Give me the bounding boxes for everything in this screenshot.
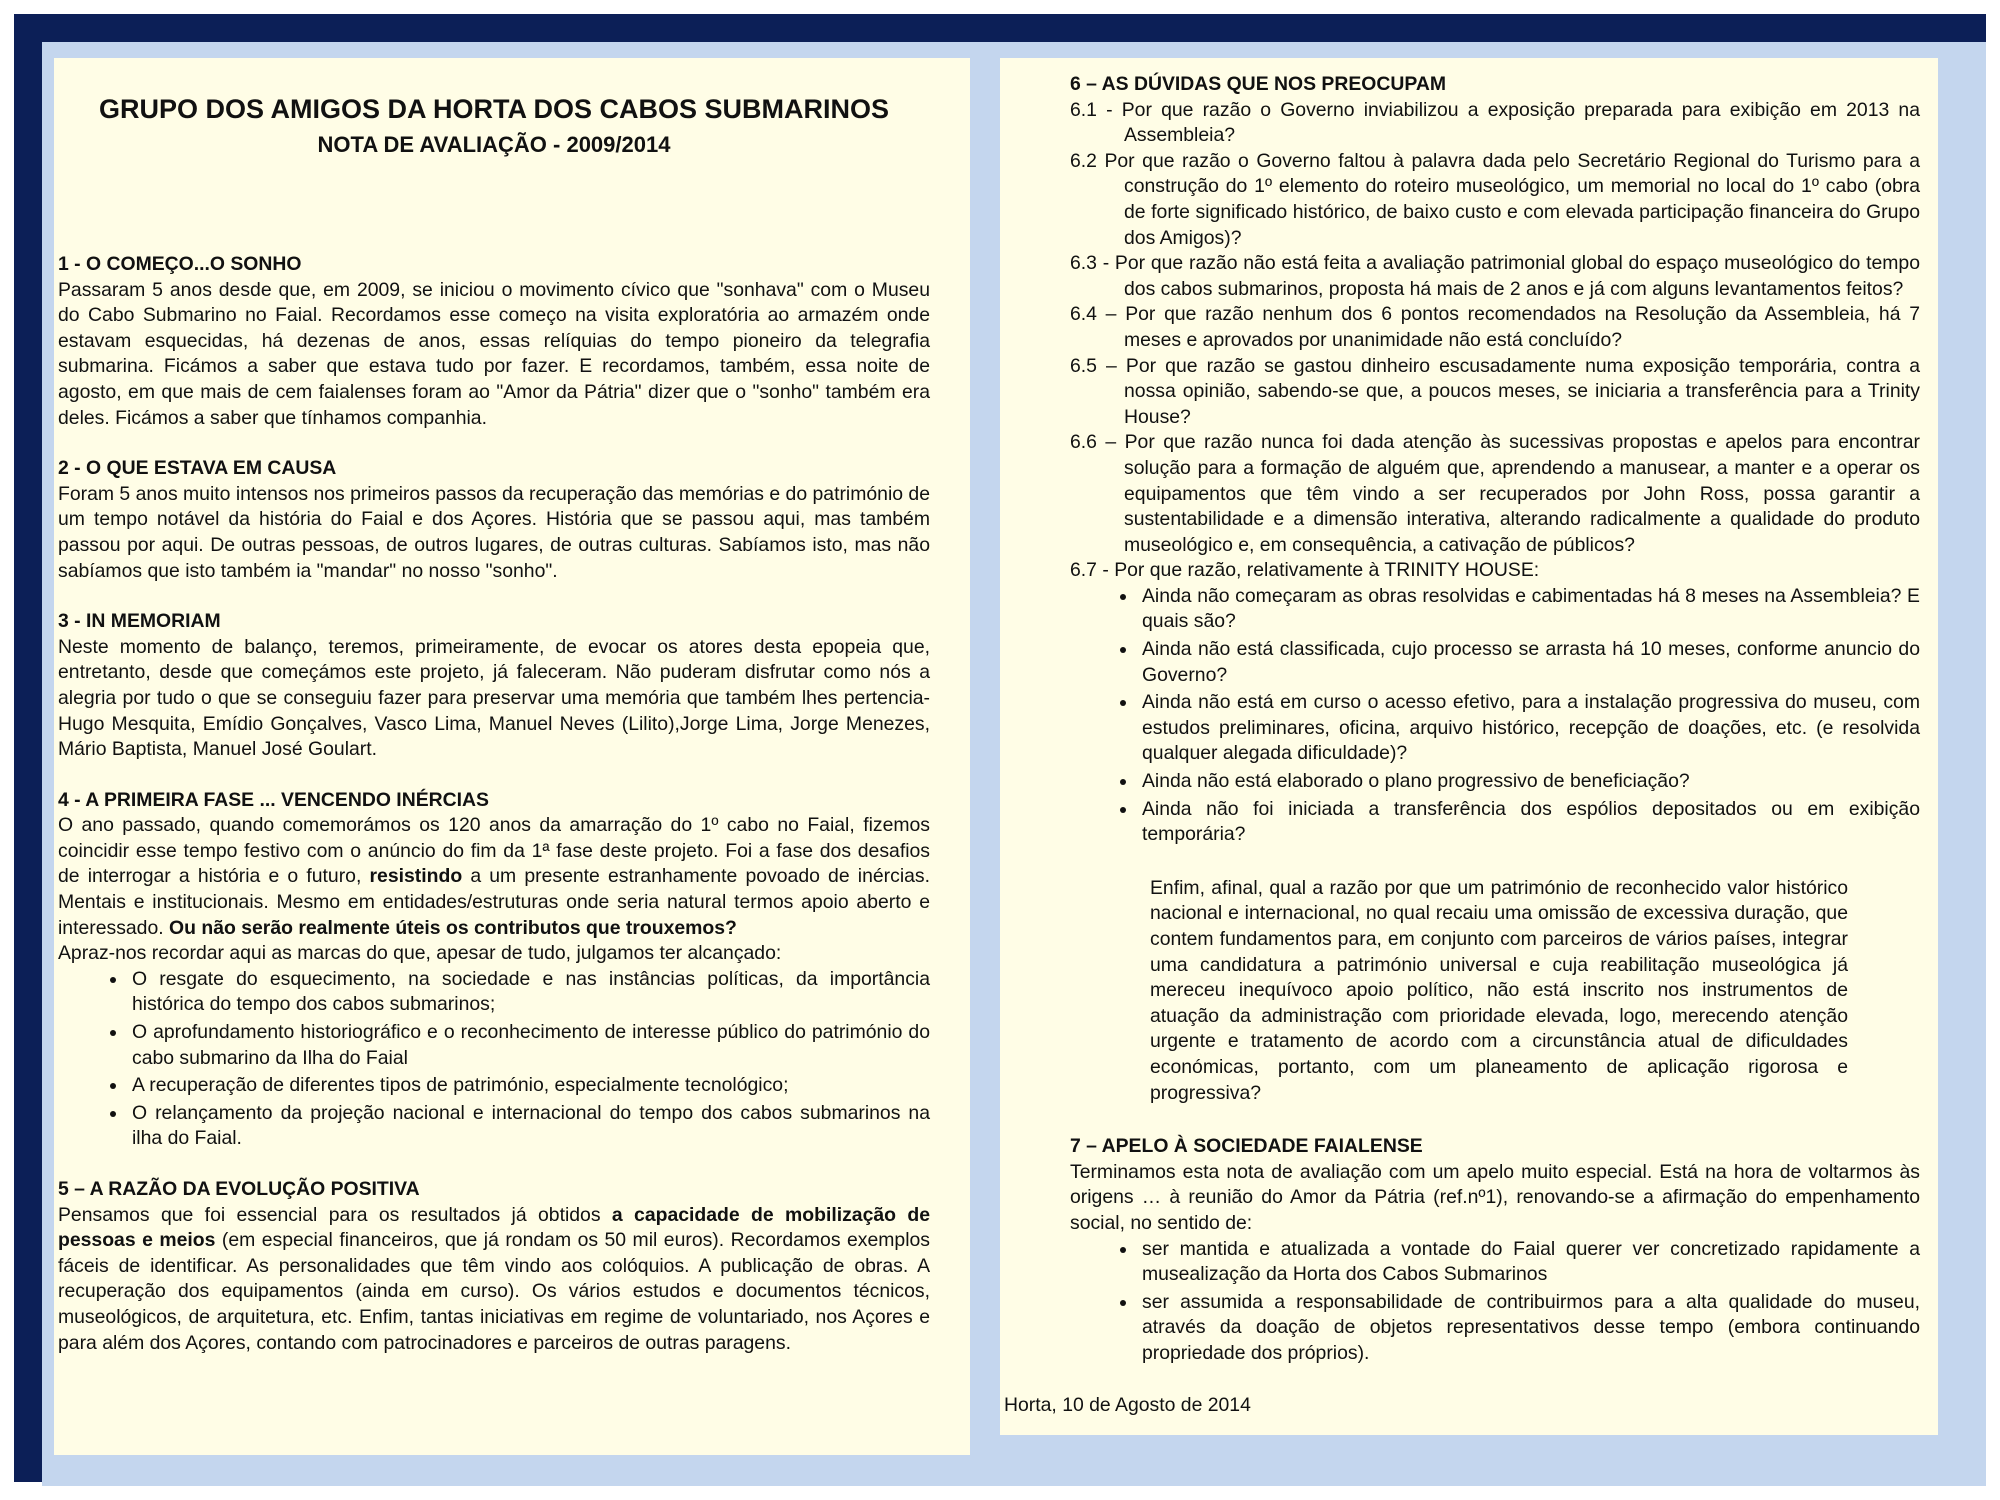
list-item: • Ainda não começaram as obras resolvidas e cabimentadas há 8 meses na Assembleia? E quais são?: [1138, 584, 1920, 635]
appeal-list: [1070, 1237, 1920, 1367]
question-item: 6.7 - Por que razão, relativamente à TRINITY HOUSE:: [1070, 559, 1540, 582]
section-heading: 5 – A RAZÃO DA EVOLUÇÃO POSITIVA: [58, 1178, 420, 1200]
section-intro: Apraz-nos recordar aqui as marcas do que, apesar de tudo, julgamos ter alcançado:: [58, 942, 782, 965]
list-item: • ser assumida a responsabilidade de contribuirmos para a alta qualidade do museu, através da doação de objetos representativos desse tempo (embora continuando propriedade dos próprios).: [1138, 1290, 1920, 1367]
section-text: Passaram 5 anos desde que, em 2009, se iniciou o movimento cívico que "sonhava" com o Museu do Cabo Submarino no Faial. Recordamos esse começo na visita exploratória ao armazém onde estavam esquecidas, há dezenas de anos, essas relíquias do tempo pioneiro da telegrafia submarina. Ficámos a saber que estava tudo por fazer. E recordamos, também, essa noite de agosto, em que mais de cem faialenses foram ao "Amor da Pátria" dizer que o "sonho" também era deles. Ficámos a saber que tínhamos companhia.: [58, 278, 930, 429]
section-2: [58, 456, 930, 584]
list-item: • O relançamento da projeção nacional e internacional do tempo dos cabos submarinos na ilha do Faial.: [128, 1101, 930, 1152]
question-item: 6.1 - Por que razão o Governo inviabilizou a exposição preparada para exibição em 2013 na Assembleia?: [1070, 98, 1920, 147]
section-text: Neste momento de balanço, teremos, primeiramente, de evocar os atores desta epopeia que, entretanto, desde que começámos este projeto, já faleceram. Não puderam disfrutar como nós a alegria por tudo o que se conseguiu fazer para preservar uma memória que também lhes pertencia- Hugo Mesquita, Emídio Gonçalves, Vasco Lima, Manuel Neves (Lilito),Jorge Lima, Jorge Menezes, Mário Baptista, Manuel José Goulart.: [58, 635, 930, 761]
question-item: 6.2 Por que razão o Governo faltou à palavra dada pelo Secretário Regional do Turismo para a construção do 1º elemento do roteiro museológico, um memorial no local do 1º cabo (obra de forte significado histórico, de baixo custo e com elevada participação financeira do Grupo dos Amigos)?: [1070, 149, 1920, 249]
section-4: [58, 788, 930, 1152]
section-heading: 2 - O QUE ESTAVA EM CAUSA: [58, 457, 337, 480]
question-item: 6.6 – Por que razão nunca foi dada atenção às sucessivas propostas e apelos para encontrar solução para a formação de alguém que, aprendendo a manusear, a manter e a operar os equipamentos que têm vindo a ser recuperados por John Ross, possa garantir a sustentabilidade e a dimensão interativa, alterando radicalmente a qualidade do produto museológico e, em consequência, a cativação de públicos?: [1070, 431, 1920, 556]
list-item: • A recuperação de diferentes tipos de património, especialmente tecnológico;: [128, 1073, 930, 1099]
section-text: Terminamos esta nota de avaliação com um apelo muito especial. Está na hora de voltarmos às origens … à reunião do Amor da Pátria (ref.nº1), renovando-se a afirmação do empenhamento social, no sentido de:: [1070, 1160, 1920, 1234]
section-5: [58, 1177, 930, 1356]
section-text: O ano passado, quando comemorámos os 120 anos da amarração do 1º cabo no Faial, fizemos coincidir esse tempo festivo com o anúncio do fim da 1ª fase deste projeto. Foi a fase dos desafios de interrogar a história e o futuro, resistindo a um presente estranhamente povoado de inércias. Mentais e institucionais. Mesmo em entidades/estruturas onde seria natural termos apoio aberto e interessado. Ou não serão realmente úteis os contributos que trouxemos?: [58, 814, 930, 939]
section-heading: 4 - A PRIMEIRA FASE ... VENCENDO INÉRCIAS: [58, 788, 489, 811]
question-item: 6.4 – Por que razão nenhum dos 6 pontos recomendados na Resolução da Assembleia, há 7 meses e aprovados por unanimidade não está concluído?: [1070, 303, 1920, 351]
list-item: • Ainda não está classificada, cujo processo se arrasta há 10 meses, conforme anuncio do Governo?: [1138, 637, 1920, 688]
list-item: • Ainda não está elaborado o plano progressivo de beneficiação?: [1138, 769, 1920, 795]
left-column: [54, 58, 970, 1455]
section-7: [1004, 1134, 1920, 1366]
section-6: [1004, 72, 1920, 1106]
list-item: • Ainda não está em curso o acesso efetivo, para a instalação progressiva do museu, com estudos preliminares, oficina, arquivo histórico, recepção de doações, etc. (e resolvida qualquer alegada dificuldade)?: [1138, 690, 1920, 767]
section-heading: 6 – AS DÚVIDAS QUE NOS PREOCUPAM: [1070, 73, 1447, 95]
section-heading: 1 - O COMEÇO...O SONHO: [58, 253, 302, 275]
document-subtitle: NOTA DE AVALIAÇÃO - 2009/2014: [317, 132, 671, 157]
list-item: • O resgate do esquecimento, na sociedade e nas instâncias políticas, da importância histórica do tempo dos cabos submarinos;: [128, 967, 930, 1018]
section-1: [58, 252, 930, 431]
section-3: [58, 609, 930, 763]
list-item: • Ainda não foi iniciada a transferência dos espólios depositados ou em exibição temporária?: [1138, 797, 1920, 848]
section-text: Foram 5 anos muito intensos nos primeiros passos da recuperação das memórias e do património de um tempo notável da história do Faial e dos Açores. História que se passou aqui, mas também passou por aqui. De outras pessoas, de outros lugares, de outras culturas. Sabíamos isto, mas não sabíamos que isto também ia "mandar" no nosso "sonho".: [58, 482, 930, 582]
section-text: Pensamos que foi essencial para os resultados já obtidos a capacidade de mobilização de pessoas e meios (em especial financeiros, que já rondam os 50 mil euros). Recordamos exemplos fáceis de identificar. As personalidades que têm vindo aos colóquios. A publicação de obras. A recuperação dos equipamentos (ainda em curso). Os vários estudos e documentos técnicos, museológicos, de arquitetura, etc. Enfim, tantas iniciativas em regime de voluntariado, nos Açores e para além dos Açores, contando com patrocinadores e parceiros de outras paragens.: [58, 1203, 930, 1354]
list-item: • ser mantida e atualizada a vontade do Faial querer ver concretizado rapidamente a musealização da Horta dos Cabos Submarinos: [1138, 1237, 1920, 1288]
section-heading: 7 – APELO À SOCIEDADE FAIALENSE: [1070, 1135, 1423, 1158]
achievements-list: [58, 967, 930, 1152]
list-item: • O aprofundamento historiográfico e o reconhecimento de interesse público do património do cabo submarino da Ilha do Faial: [128, 1020, 930, 1071]
question-item: 6.5 – Por que razão se gastou dinheiro escusadamente numa exposição temporária, contra a nossa opinião, sabendo-se que, a poucos meses, se iniciaria a transferência para a Trinity House?: [1070, 354, 1920, 428]
document-title: GRUPO DOS AMIGOS DA HORTA DOS CABOS SUBMARINOS: [98, 94, 890, 124]
final-question: Enfim, afinal, qual a razão por que um património de reconhecido valor histórico nacional e internacional, no qual recaiu uma omissão de excessiva duração, que contem fundamentos para, em conjunto com parceiros de vários países, integrar uma candidatura a património universal e cuja reabilitação museológica já mereceu inequívoco apoio político, não está inscrito nos instrumentos de atuação da administração com prioridade elevada, logo, merecendo atenção urgente e tratamento de acordo com a circunstância atual de dificuldades económicas, portanto, com um planeamento de aplicação rigorosa e progressiva?: [1150, 876, 1848, 1104]
right-column: [1000, 58, 1938, 1435]
question-item: 6.3 - Por que razão não está feita a avaliação patrimonial global do espaço museológico do tempo dos cabos submarinos, proposta há mais de 2 anos e já com alguns levantamentos feitos?: [1070, 252, 1920, 300]
signature-date: Horta, 10 de Agosto de 2014: [1004, 1393, 1251, 1416]
trinity-house-list: [1070, 584, 1920, 848]
section-heading: 3 - IN MEMORIAM: [58, 610, 221, 633]
